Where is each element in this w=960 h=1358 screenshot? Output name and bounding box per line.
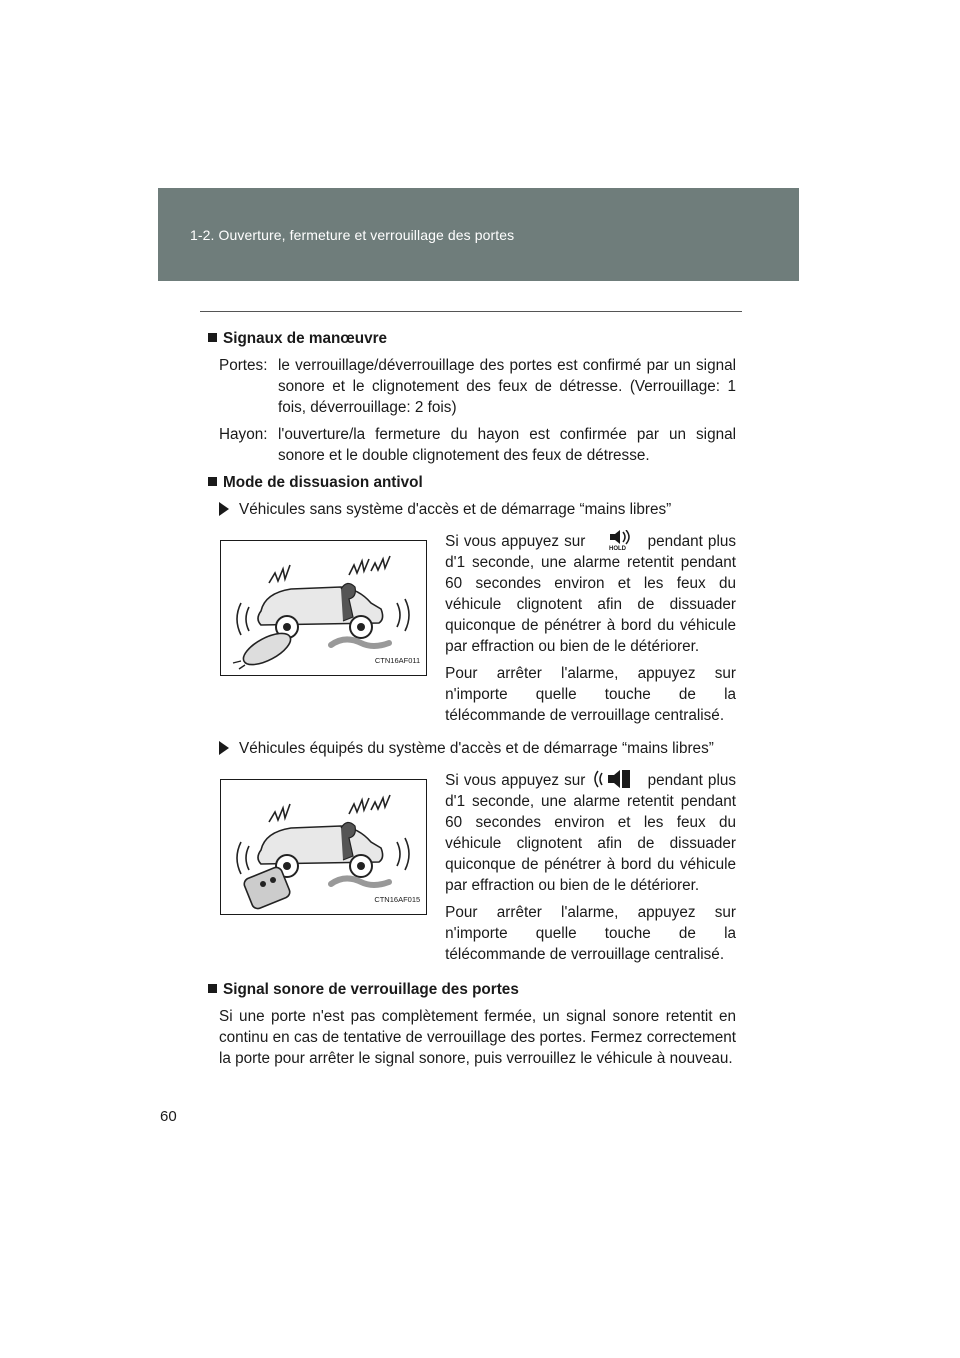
paragraph: Pour arrêter l'alarme, appuyez sur n'importe quelle touche de la télécommande de verrouillage centralisé. (445, 904, 736, 963)
figure-code: CTN16AF011 (374, 656, 421, 665)
svg-text:HOLD: HOLD (609, 546, 627, 550)
bullet-without-smart-key: Véhicules sans système d'accès et de démarrage “mains libres” (219, 499, 736, 520)
block-with-smart-key (220, 769, 736, 971)
side-text (445, 530, 736, 732)
square-bullet-icon (208, 477, 217, 486)
block-without-smart-key (220, 530, 736, 732)
square-bullet-icon (208, 984, 217, 993)
header-title: 1-2. Ouverture, fermeture et verrouillage des portes (190, 227, 515, 243)
section-title-antitheft: Mode de dissuasion antivol (208, 472, 736, 493)
side-text (445, 769, 736, 971)
bullet-with-smart-key: Véhicules équipés du système d'accès et de démarrage “mains libres” (219, 738, 736, 759)
square-bullet-icon (208, 333, 217, 342)
illustration-alarm-remote (220, 540, 427, 676)
figure-code: CTN16AF015 (374, 895, 421, 904)
paragraph: Si vous appuyez sur HOLD pendant plus d'1 seconde, une alarme retentit pendant 60 secondes environ et les feux du véhicule clignotent afin de dissuader quiconque de pénétrer à bord du véhicule par effraction ou bien de le détériorer. (445, 530, 736, 657)
panic-speaker-icon (590, 769, 642, 789)
section-title-door-buzzer: Signal sonore de verrouillage des portes (208, 979, 736, 1000)
def-desc: le verrouillage/déverrouillage des portes est confirmé par un signal sonore et le clignotement des feux de détresse. (Verrouillage: 1 fois, déverrouillage: 2 fois) (278, 357, 736, 416)
def-row-tailgate (219, 424, 736, 466)
page-number: 60 (160, 1108, 177, 1125)
section-title-signals: Signaux de manœuvre (208, 328, 736, 349)
content (208, 328, 736, 1069)
def-term: Portes: (219, 357, 268, 374)
panic-hold-icon (590, 530, 642, 550)
def-row-doors (219, 355, 736, 418)
triangle-bullet-icon (219, 741, 229, 755)
paragraph: Si vous appuyez sur pendant plus d'1 seconde, une alarme retentit pendant 60 secondes environ et les feux du véhicule clignotent afin de dissuader quiconque de pénétrer à bord du véhicule par effraction ou bien de le détériorer. (445, 769, 736, 896)
illustration-alarm-smart-key (220, 779, 427, 915)
def-term: Hayon: (219, 426, 268, 443)
def-desc: l'ouverture/la fermeture du hayon est confirmée par un signal sonore et le double clignotement des feux de détresse. (278, 426, 736, 464)
divider (200, 311, 742, 312)
paragraph: Pour arrêter l'alarme, appuyez sur n'importe quelle touche de la télécommande de verrouillage centralisé. (445, 665, 736, 724)
paragraph: Si une porte n'est pas complètement fermée, un signal sonore retentit en continu en cas de tentative de verrouillage des portes. Fermez correctement la porte pour arrêter le signal sonore, puis verrouillez le véhicule à nouveau. (219, 1008, 736, 1067)
triangle-bullet-icon (219, 502, 229, 516)
